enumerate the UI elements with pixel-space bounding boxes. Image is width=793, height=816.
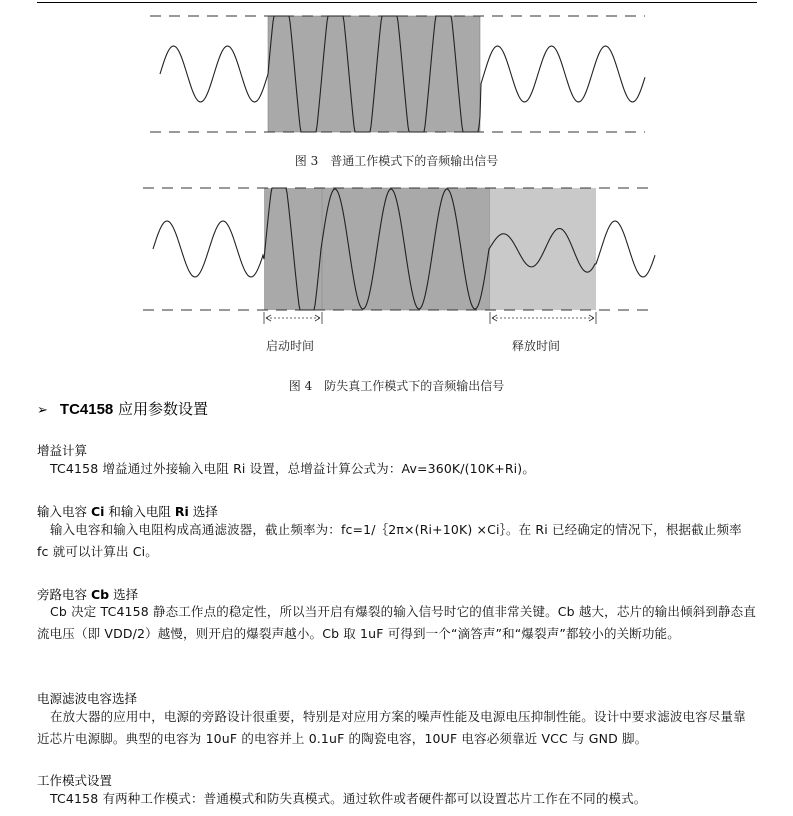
gain-heading: 增益计算: [37, 443, 88, 458]
figure3-caption: 图 3 普通工作模式下的音频输出信号: [294, 154, 499, 168]
bypass-cap-paragraph: Cb 决定 TC4158 静态工作点的稳定性，所以当开启有爆裂的输入信号时它的值非常关键。Cb 越大，芯片的输出倾斜到静态直流电压（即 VDD/2）越慢，则开启的爆裂声越小。Cb 取 1uF 可得到一个“滴答声”和“爆裂声”都较小的关断功能。: [37, 604, 756, 641]
gain-paragraph: TC4158 增益通过外接输入电阻 Ri 设置，总增益计算公式为：Av=360K/(10K+Ri)。: [50, 461, 535, 476]
power-filter-heading: 电源滤波电容选择: [37, 691, 138, 706]
bullet-arrow-icon: ➢: [37, 403, 48, 418]
release-time-label: 释放时间: [512, 339, 561, 353]
power-filter-paragraph: 在放大器的应用中，电源的旁路设计很重要，特别是对应用方案的噪声性能及电源电压抑制性能。设计中要求滤波电容尽量靠近芯片电源脚。典型的电容为 10uF 的电容并上 0.1uF 的陶瓷电容，10UF 电容必须靠近 VCC 与 GND 脚。: [37, 709, 746, 746]
section-heading: [37, 398, 208, 419]
section-title-text: 应用参数设置: [113, 400, 209, 418]
mode-paragraph: TC4158 有两种工作模式：普通模式和防失真模式。通过软件或者硬件都可以设置芯片工作在不同的模式。: [50, 791, 647, 806]
figure4-waveform: [0, 180, 793, 325]
bypass-cap-heading: 旁路电容 Cb 选择: [37, 587, 139, 602]
mode-heading: 工作模式设置: [37, 773, 113, 788]
clipping-region: [268, 16, 480, 132]
figure4-caption: 图 4 防失真工作模式下的音频输出信号: [288, 379, 505, 393]
limit-region: [322, 188, 490, 310]
release-region: [490, 188, 596, 310]
attack-time-label: 启动时间: [266, 339, 315, 353]
header-rule: [37, 2, 757, 3]
input-cap-heading: 输入电容 Ci 和输入电阻 Ri 选择: [37, 504, 218, 519]
figure3-waveform: [0, 8, 793, 148]
section-title-model: TC4158: [59, 401, 114, 418]
input-cap-paragraph: 输入电容和输入电阻构成高通滤波器，截止频率为：fc=1/｛2π×(Ri+10K) ×Ci｝。在 Ri 已经确定的情况下，根据截止频率 fc 就可以计算出 Ci。: [37, 522, 742, 559]
